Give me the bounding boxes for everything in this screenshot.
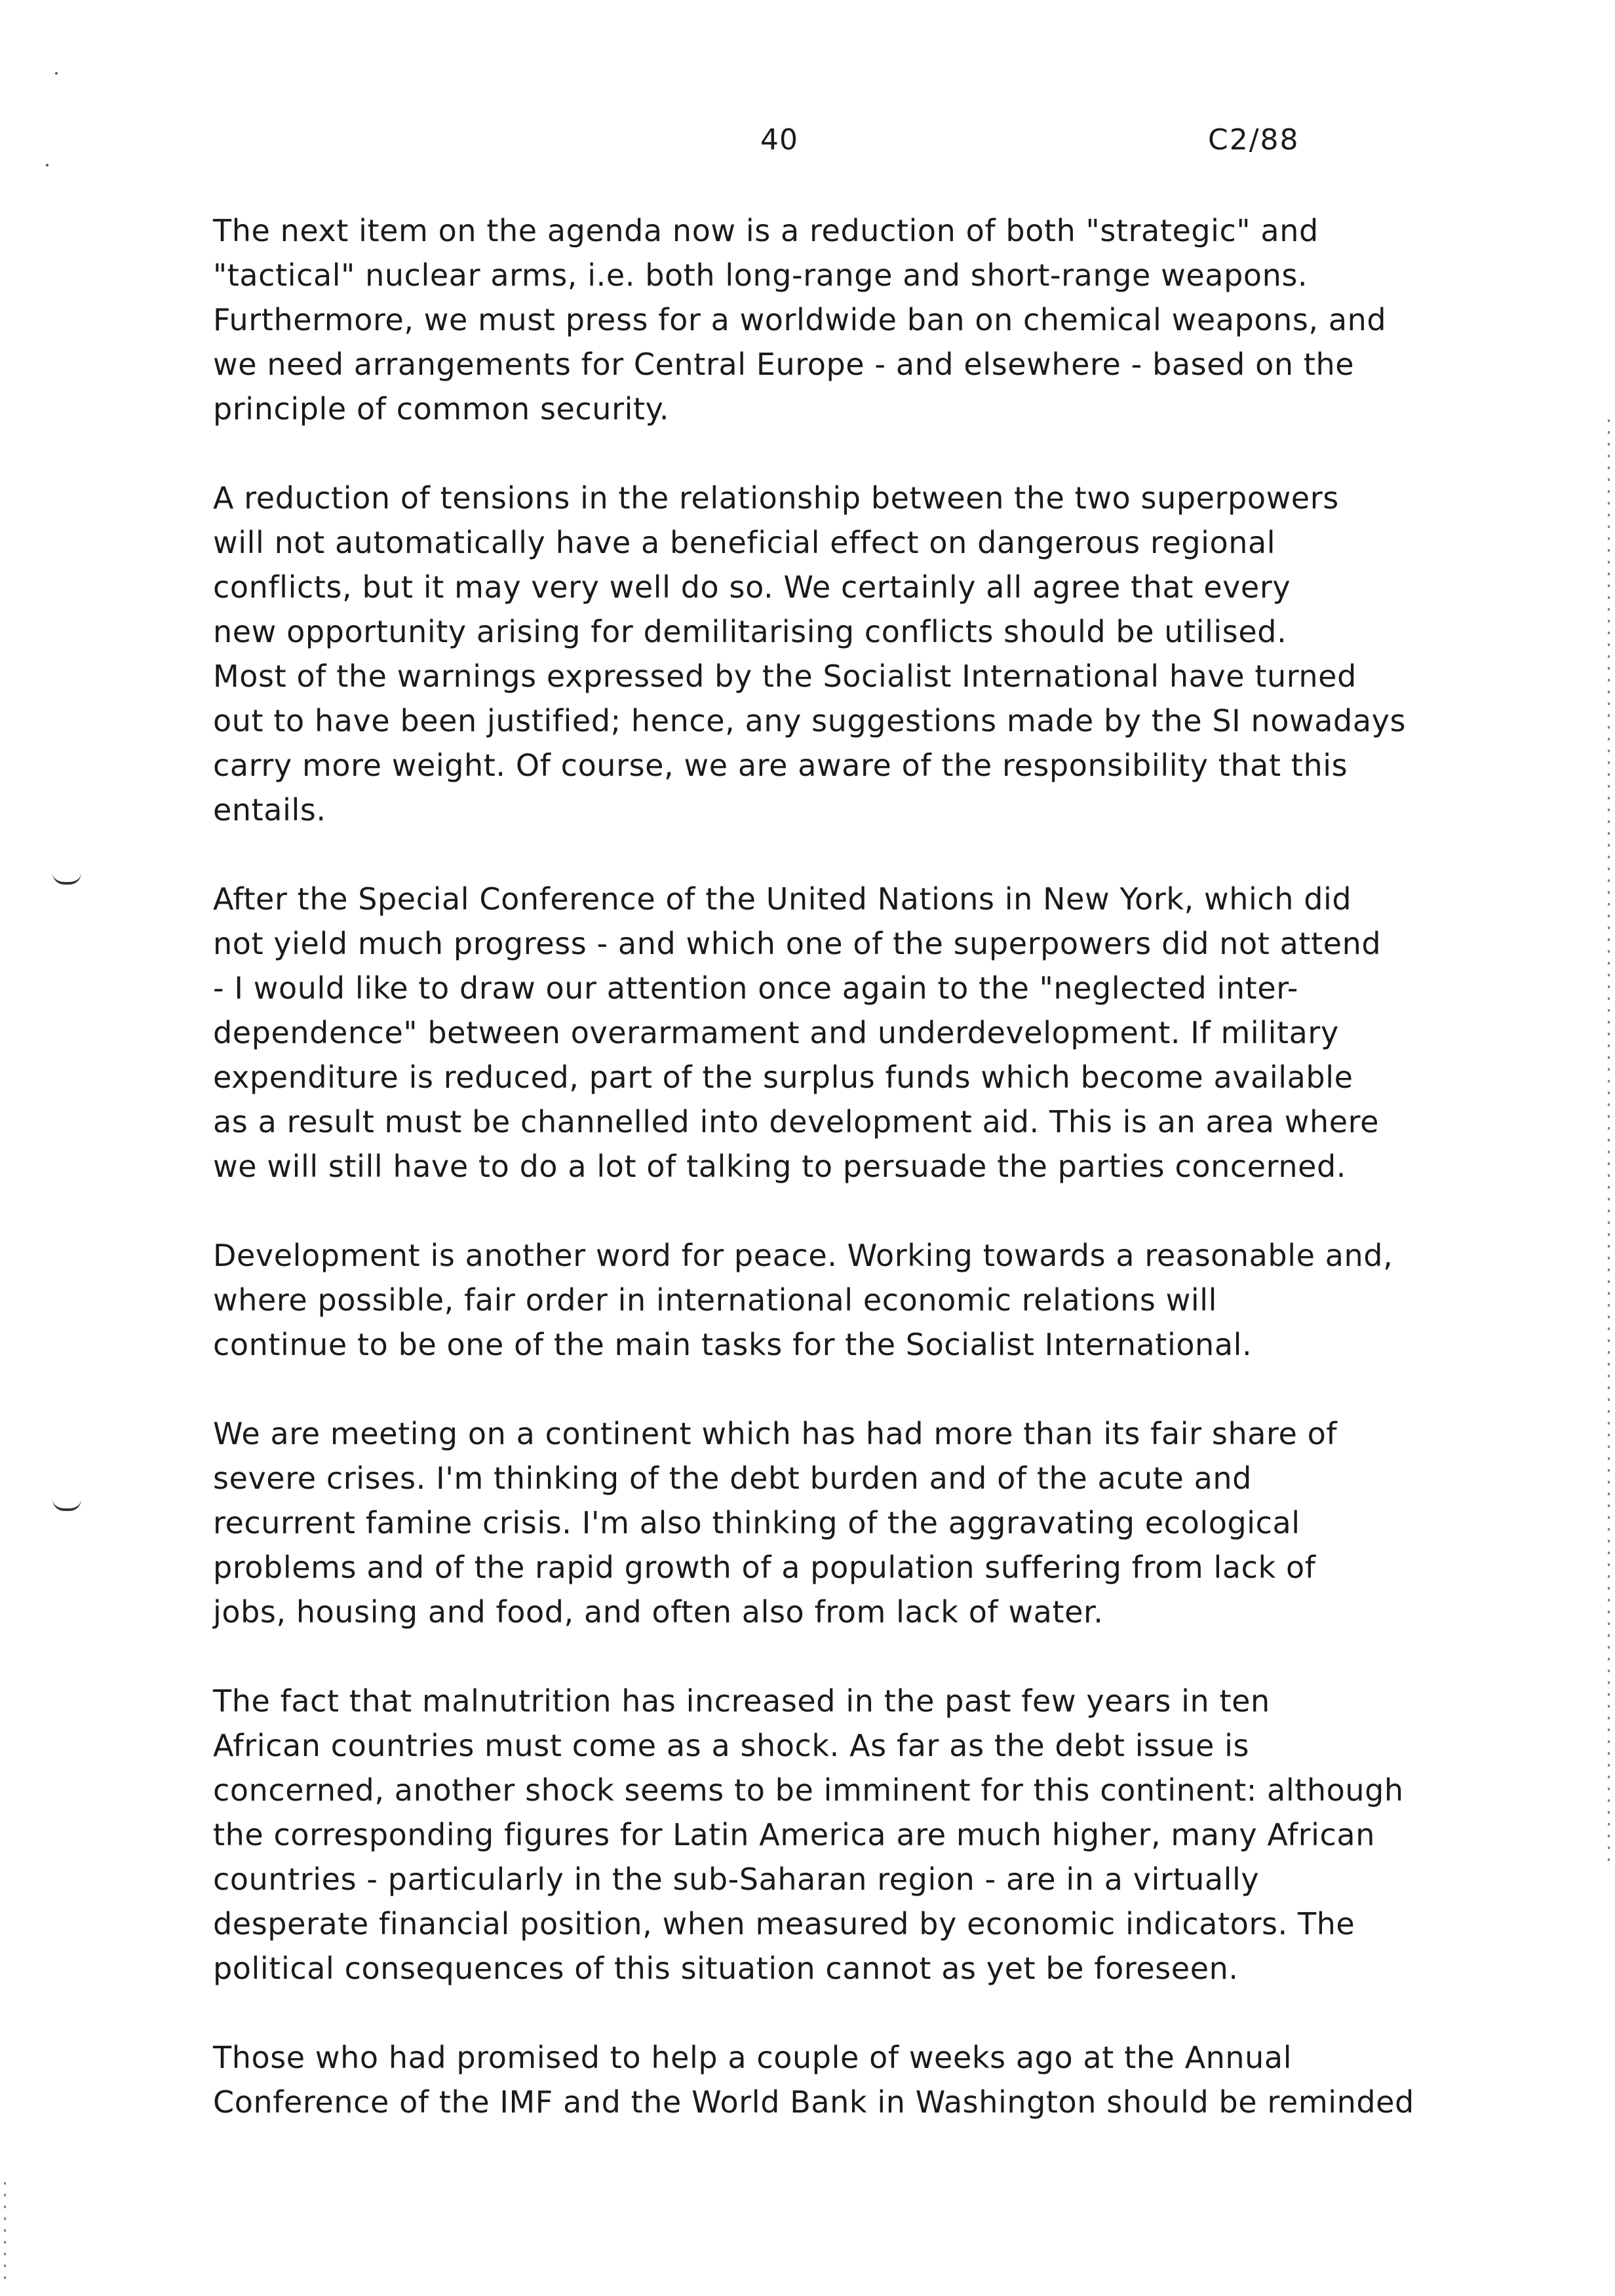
text-line: problems and of the rapid growth of a population suffering from lack of <box>213 1550 1316 1585</box>
paragraph-4 <box>213 1233 1412 1367</box>
text-line: Furthermore, we must press for a worldwide ban on chemical weapons, and <box>213 302 1387 337</box>
text-line: After the Special Conference of the United Nations in New York, which did <box>213 881 1352 917</box>
text-line: continue to be one of the main tasks for the Socialist International. <box>213 1327 1253 1362</box>
text-line: we will still have to do a lot of talking to persuade the parties concerned. <box>213 1149 1347 1184</box>
text-line: Conference of the IMF and the World Bank in Washington should be reminded <box>213 2084 1414 2120</box>
text-line: carry more weight. Of course, we are aware of the responsibility that this <box>213 748 1348 783</box>
text-line: we need arrangements for Central Europe - and elsewhere - based on the <box>213 347 1355 382</box>
text-line: Most of the warnings expressed by the Socialist International have turned <box>213 659 1357 694</box>
text-line: expenditure is reduced, part of the surplus funds which become available <box>213 1060 1353 1095</box>
text-line: The fact that malnutrition has increased in the past few years in ten <box>213 1683 1270 1719</box>
text-line: jobs, housing and food, and often also from lack of water. <box>213 1594 1104 1630</box>
text-line: desperate financial position, when measured by economic indicators. The <box>213 1906 1355 1942</box>
text-line: dependence" between overarmament and underdevelopment. If military <box>213 1015 1339 1050</box>
scan-edge-dots <box>1608 419 1610 1861</box>
text-line: principle of common security. <box>213 391 670 427</box>
text-line: countries - particularly in the sub-Saharan region - are in a virtually <box>213 1862 1260 1897</box>
text-line: The next item on the agenda now is a reduction of both "strategic" and <box>213 213 1319 248</box>
paragraph-1 <box>213 208 1412 431</box>
text-line: conflicts, but it may very well do so. We certainly all agree that every <box>213 569 1291 605</box>
text-line: the corresponding figures for Latin America are much higher, many African <box>213 1817 1375 1852</box>
text-line: We are meeting on a continent which has had more than its fair share of <box>213 1416 1338 1451</box>
text-line: political consequences of this situation cannot as yet be foreseen. <box>213 1951 1239 1986</box>
text-line: new opportunity arising for demilitarising conflicts should be utilised. <box>213 614 1287 649</box>
scan-mark <box>52 873 81 885</box>
scan-speck <box>55 72 58 75</box>
text-line: out to have been justified; hence, any suggestions made by the SI nowadays <box>213 703 1407 738</box>
paragraph-2 <box>213 476 1412 832</box>
paragraph-5 <box>213 1411 1412 1634</box>
text-line: will not automatically have a beneficial effect on dangerous regional <box>213 525 1276 560</box>
scan-mark <box>52 1499 81 1511</box>
scan-edge-dots <box>4 2182 6 2287</box>
text-line: "tactical" nuclear arms, i.e. both long-range and short-range weapons. <box>213 258 1308 293</box>
text-line: concerned, another shock seems to be imminent for this continent: although <box>213 1772 1404 1808</box>
text-line: as a result must be channelled into development aid. This is an area where <box>213 1104 1380 1139</box>
paragraph-7 <box>213 2035 1412 2124</box>
text-line: Those who had promised to help a couple of weeks ago at the Annual <box>213 2040 1293 2075</box>
text-line: Development is another word for peace. Working towards a reasonable and, <box>213 1238 1393 1273</box>
paragraph-3 <box>213 877 1412 1189</box>
text-line: A reduction of tensions in the relationship between the two superpowers <box>213 480 1339 516</box>
text-line: entails. <box>213 792 326 828</box>
text-line: severe crises. I'm thinking of the debt burden and of the acute and <box>213 1461 1252 1496</box>
text-line: where possible, fair order in international economic relations will <box>213 1282 1218 1318</box>
text-line: African countries must come as a shock. As far as the debt issue is <box>213 1728 1250 1763</box>
text-line: recurrent famine crisis. I'm also thinking of the aggravating ecological <box>213 1505 1300 1540</box>
document-reference: C2/88 <box>1208 123 1300 157</box>
paragraph-6 <box>213 1679 1412 1991</box>
page-number: 40 <box>760 123 798 157</box>
scan-speck <box>46 164 49 166</box>
text-line: not yield much progress - and which one of the superpowers did not attend <box>213 926 1382 961</box>
text-line: - I would like to draw our attention once again to the "neglected inter- <box>213 970 1298 1006</box>
body-text <box>213 208 1412 2169</box>
